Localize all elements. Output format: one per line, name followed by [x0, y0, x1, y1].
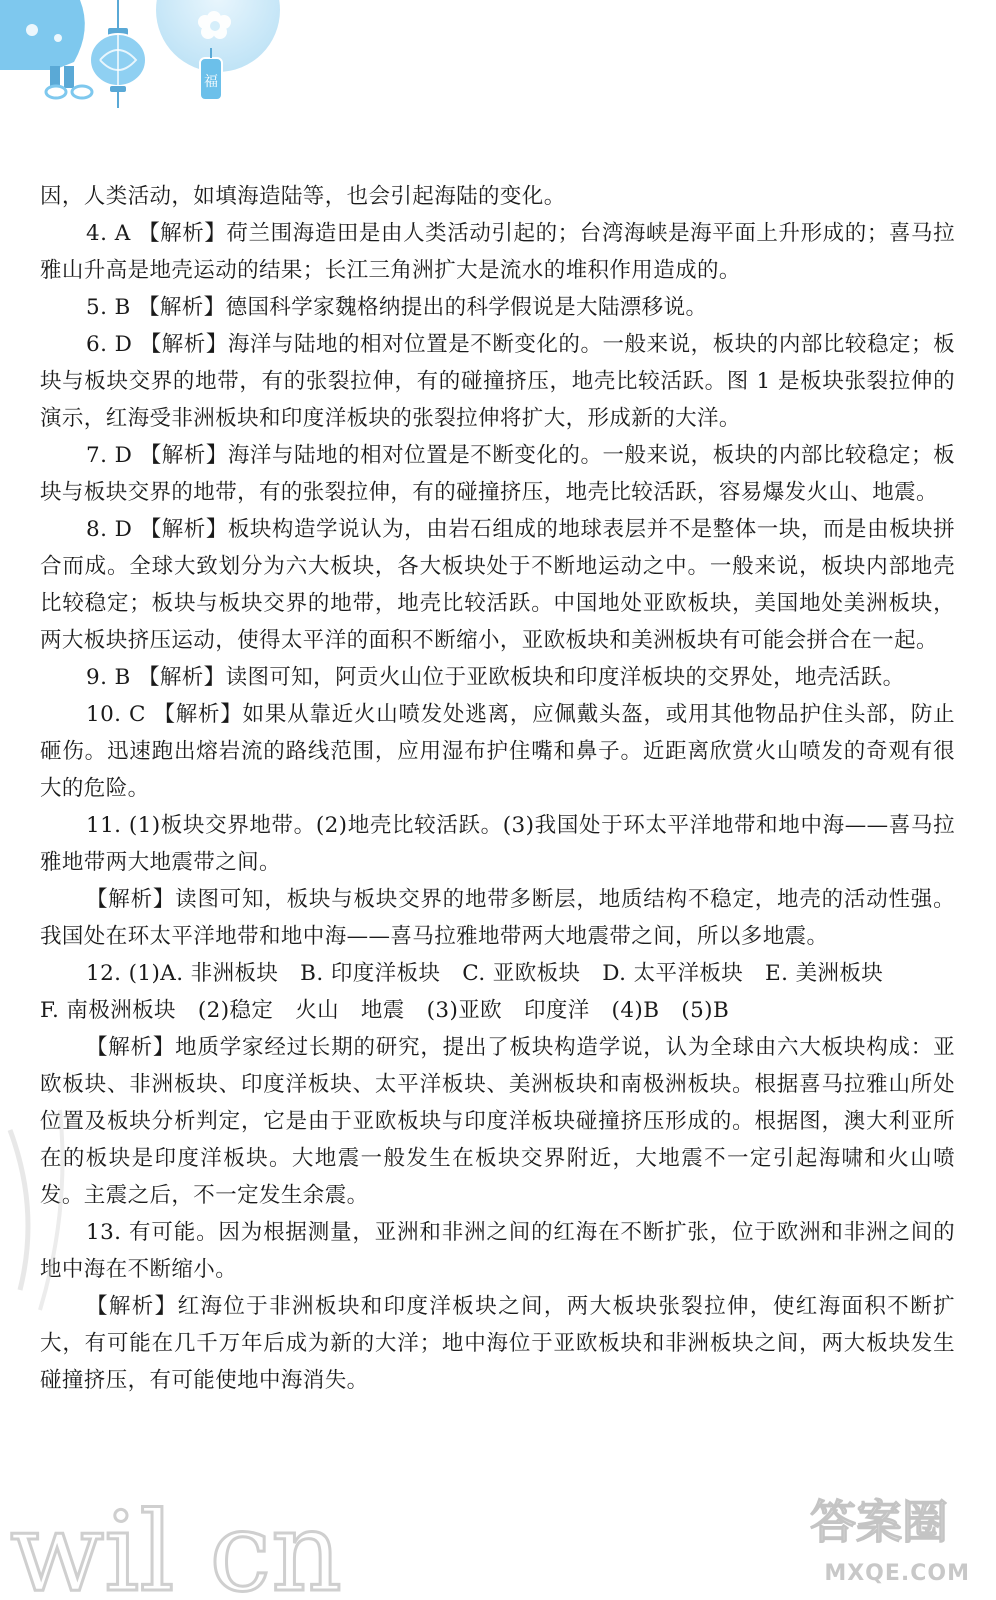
header-illustration [0, 0, 300, 120]
answer-4: 4. A 【解析】荷兰围海造田是由人类活动引起的；台湾海峡是海平面上升形成的；喜马拉雅山升高是地壳运动的结果；长江三角洲扩大是流水的堆积作用造成的。 [40, 221, 955, 283]
answer-12: 12. (1)A. 非洲板块 B. 印度洋板块 C. 亚欧板块 D. 太平洋板块 E. 美洲板块 [86, 961, 884, 986]
answer-11-analysis: 【解析】读图可知，板块与板块交界的地带多断层，地质结构不稳定，地壳的活动性强。我国处在环太平洋地带和地中海——喜马拉雅地带两大地震带之间，所以多地震。 [40, 887, 955, 949]
answer-13-analysis: 【解析】红海位于非洲板块和印度洋板块之间，两大板块张裂拉伸，使红海面积不断扩大，有可能在几千万年后成为新的大洋；地中海位于亚欧板块和非洲板块之间，两大板块发生碰撞挤压，有可能使地中海消失。 [40, 1294, 955, 1393]
answer-explanations [40, 178, 955, 1399]
answer-7: 7. D 【解析】海洋与陆地的相对位置是不断变化的。一般来说，板块的内部比较稳定；板块与板块交界的地带，有的张裂拉伸，有的碰撞挤压，地壳比较活跃，容易爆发火山、地震。 [40, 443, 955, 505]
lantern-icon [90, 0, 146, 108]
watermark-script [0, 1490, 420, 1600]
answer-6: 6. D 【解析】海洋与陆地的相对位置是不断变化的。一般来说，板块的内部比较稳定；板块与板块交界的地带，有的张裂拉伸，有的碰撞挤压，地壳比较活跃。图 1 是板块张裂拉伸的演示，红海受非洲板块和印度洋板块的张裂拉伸将扩大，形成新的大洋。 [40, 332, 955, 431]
child-figure [0, 0, 85, 70]
answer-10: 10. C 【解析】如果从靠近火山喷发处逃离，应佩戴头盔，或用其他物品护住头部，防止砸伤。迅速跑出熔岩流的路线范围，应用湿布护住嘴和鼻子。近距离欣赏火山喷发的奇观有很大的危险。 [40, 702, 955, 801]
answer-12-analysis: 【解析】地质学家经过长期的研究，提出了板块构造学说，认为全球由六大板块构成：亚欧板块、非洲板块、印度洋板块、太平洋板块、美洲板块和南极洲板块。根据喜马拉雅山所处位置及板块分析判定，它是由于亚欧板块与印度洋板块碰撞挤压形成的。根据图，澳大利亚所在的板块是印度洋板块。大地震一般发生在板块交界附近，大地震不一定引起海啸和火山喷发。主震之后，不一定发生余震。 [40, 1035, 955, 1208]
answer-12-continued: F. 南极洲板块 (2)稳定 火山 地震 (3)亚欧 印度洋 (4)B (5)B [40, 998, 730, 1023]
answer-13: 13. 有可能。因为根据测量，亚洲和非洲之间的红海在不断扩张，位于欧洲和非洲之间的地中海在不断缩小。 [40, 1220, 955, 1282]
answer-8: 8. D 【解析】板块构造学说认为，由岩石组成的地球表层并不是整体一块，而是由板块拼合而成。全球大致划分为六大板块，各大板块处于不断地运动之中。一般来说，板块内部地壳比较稳定；板块与板块交界的地带，地壳比较活跃。中国地处亚欧板块，美国地处美洲板块，两大板块挤压运动，使得太平洋的面积不断缩小，亚欧板块和美洲板块有可能会拼合在一起。 [40, 517, 955, 653]
logo-text: 答案圈 [810, 1495, 948, 1549]
site-url: MXQE.COM [824, 1561, 970, 1586]
watermark-script-text: wil cn [10, 1490, 342, 1600]
paragraph: 因，人类活动，如填海造陆等，也会引起海陆的变化。 [40, 184, 566, 209]
answer-5: 5. B 【解析】德国科学家魏格纳提出的科学假说是大陆漂移说。 [86, 295, 708, 320]
answer-9: 9. B 【解析】读图可知，阿贡火山位于亚欧板块和印度洋板块的交界处，地壳活跃。 [86, 665, 905, 690]
svg-text:福: 福 [204, 74, 218, 90]
answer-11: 11. (1)板块交界地带。(2)地壳比较活跃。(3)我国处于环太平洋地带和地中海——喜马拉雅地带两大地震带之间。 [40, 813, 955, 875]
